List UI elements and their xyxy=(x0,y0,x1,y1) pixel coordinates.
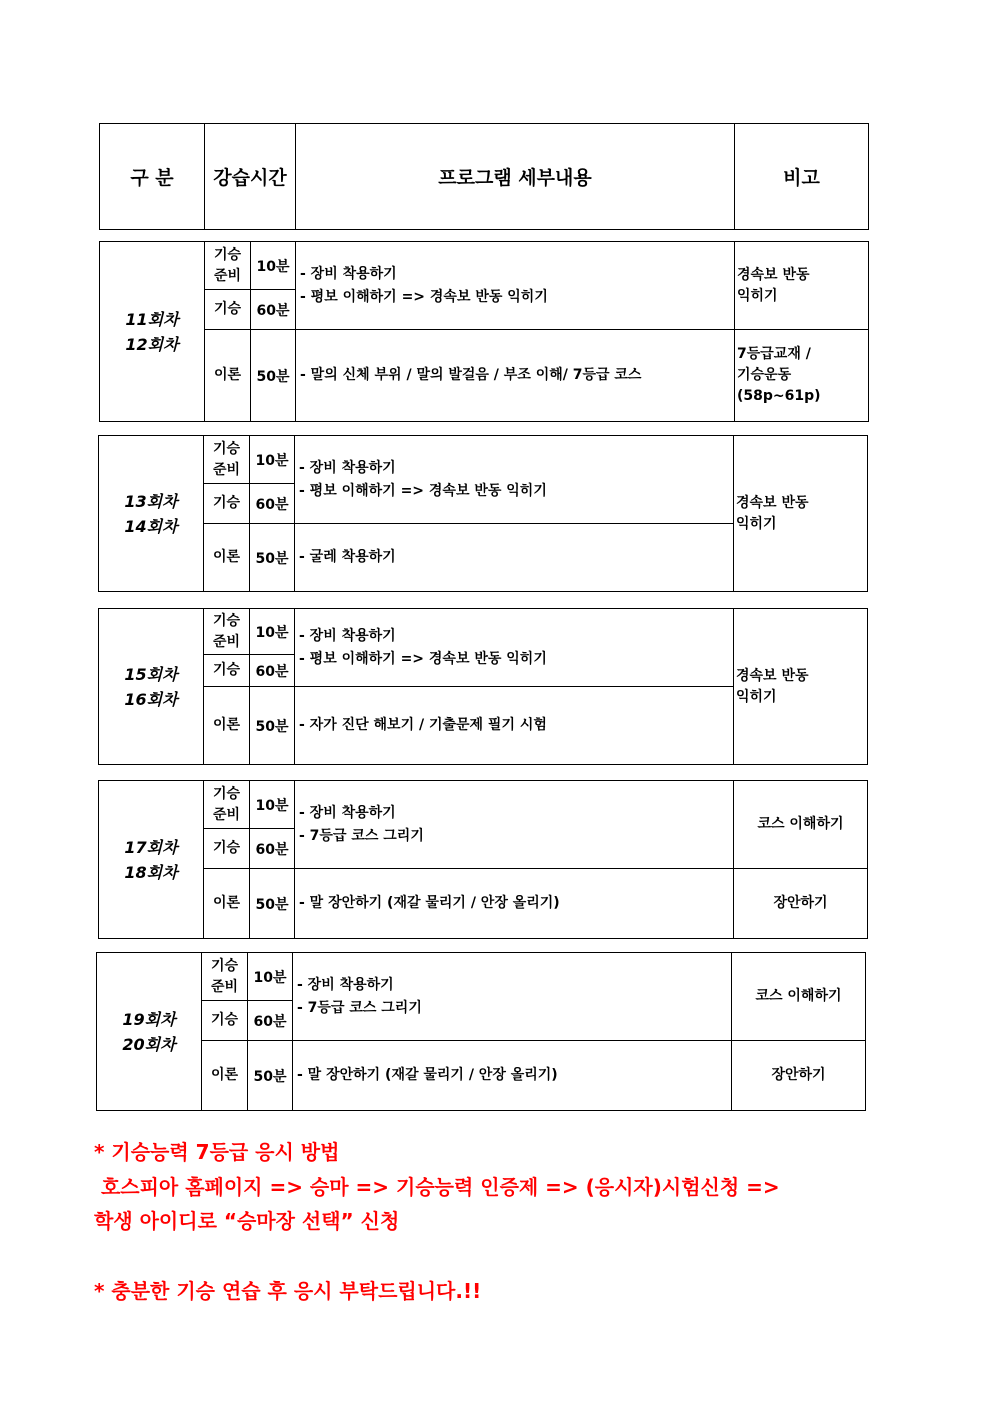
session-label: 13회차 14회차 xyxy=(99,436,204,592)
time-label: 60분 xyxy=(250,655,295,687)
header-table xyxy=(99,123,869,230)
header-session: 구 분 xyxy=(100,124,205,230)
category-label: 기승 준비 xyxy=(205,242,251,290)
category-label: 기승 xyxy=(205,290,251,330)
program-content: - 자가 진단 해보기 / 기출문제 필기 시험 xyxy=(295,687,734,765)
category-label: 이론 xyxy=(204,869,250,939)
time-label: 60분 xyxy=(251,290,296,330)
note-cell: 장안하기 xyxy=(732,1041,866,1111)
session-label: 17회차 18회차 xyxy=(99,781,204,939)
note-cell: 장안하기 xyxy=(734,869,868,939)
category-label: 이론 xyxy=(204,687,250,765)
header-note: 비고 xyxy=(735,124,869,230)
time-label: 50분 xyxy=(250,687,295,765)
category-label: 기승 준비 xyxy=(202,953,248,1001)
schedule-block-2 xyxy=(98,435,868,592)
header-program: 프로그램 세부내용 xyxy=(296,124,735,230)
program-content: - 말 장안하기 (재갈 물리기 / 안장 올리기) xyxy=(295,869,734,939)
note-cell: 경속보 반동 익히기 xyxy=(735,242,869,330)
header-time: 강습시간 xyxy=(205,124,296,230)
category-label: 기승 xyxy=(204,484,250,524)
time-label: 50분 xyxy=(250,524,295,592)
note-cell: 코스 이해하기 xyxy=(732,953,866,1041)
time-label: 10분 xyxy=(250,781,295,829)
schedule-block-4 xyxy=(98,780,868,939)
note-cell: 코스 이해하기 xyxy=(734,781,868,869)
time-label: 50분 xyxy=(251,330,296,422)
time-label: 10분 xyxy=(251,242,296,290)
category-label: 기승 준비 xyxy=(204,609,250,655)
session-label: 19회차 20회차 xyxy=(97,953,202,1111)
session-label: 15회차 16회차 xyxy=(99,609,204,765)
footer-line-1: * 기승능력 7등급 응시 방법 xyxy=(94,1140,340,1164)
footer-line-4: * 충분한 기승 연습 후 응시 부탁드립니다.!! xyxy=(94,1279,482,1303)
time-label: 10분 xyxy=(250,436,295,484)
program-content: - 말 장안하기 (재갈 물리기 / 안장 올리기) xyxy=(293,1041,732,1111)
schedule-block-1 xyxy=(99,241,869,422)
note-cell: 경속보 반동 익히기 xyxy=(734,436,868,592)
time-label: 60분 xyxy=(250,484,295,524)
time-label: 50분 xyxy=(248,1041,293,1111)
time-label: 10분 xyxy=(250,609,295,655)
category-label: 기승 준비 xyxy=(204,781,250,829)
category-label: 기승 xyxy=(204,655,250,687)
schedule-block-5 xyxy=(96,952,866,1111)
program-content: - 장비 착용하기 - 7등급 코스 그리기 xyxy=(293,953,732,1041)
footer-line-2: 호스피아 홈페이지 => 승마 => 기승능력 인증제 => (응시자)시험신청 => xyxy=(94,1175,780,1199)
session-label: 11회차 12회차 xyxy=(100,242,205,422)
footer-line-3: 학생 아이디로 “승마장 선택” 신청 xyxy=(94,1209,400,1233)
program-content: - 장비 착용하기 - 평보 이해하기 => 경속보 반동 익히기 xyxy=(295,609,734,687)
category-label: 기승 xyxy=(202,1001,248,1041)
program-content: - 굴레 착용하기 xyxy=(295,524,734,592)
time-label: 60분 xyxy=(250,829,295,869)
note-cell: 7등급교재 / 기승운동 (58p~61p) xyxy=(735,330,869,422)
category-label: 기승 xyxy=(204,829,250,869)
category-label: 이론 xyxy=(202,1041,248,1111)
program-content: - 말의 신체 부위 / 말의 발걸음 / 부조 이해/ 7등급 코스 xyxy=(296,330,735,422)
note-cell: 경속보 반동 익히기 xyxy=(734,609,868,765)
program-content: - 장비 착용하기 - 평보 이해하기 => 경속보 반동 익히기 xyxy=(295,436,734,524)
category-label: 이론 xyxy=(205,330,251,422)
category-label: 이론 xyxy=(204,524,250,592)
program-content: - 장비 착용하기 - 평보 이해하기 => 경속보 반동 익히기 xyxy=(296,242,735,330)
time-label: 50분 xyxy=(250,869,295,939)
program-content: - 장비 착용하기 - 7등급 코스 그리기 xyxy=(295,781,734,869)
category-label: 기승 준비 xyxy=(204,436,250,484)
time-label: 10분 xyxy=(248,953,293,1001)
schedule-block-3 xyxy=(98,608,868,765)
time-label: 60분 xyxy=(248,1001,293,1041)
